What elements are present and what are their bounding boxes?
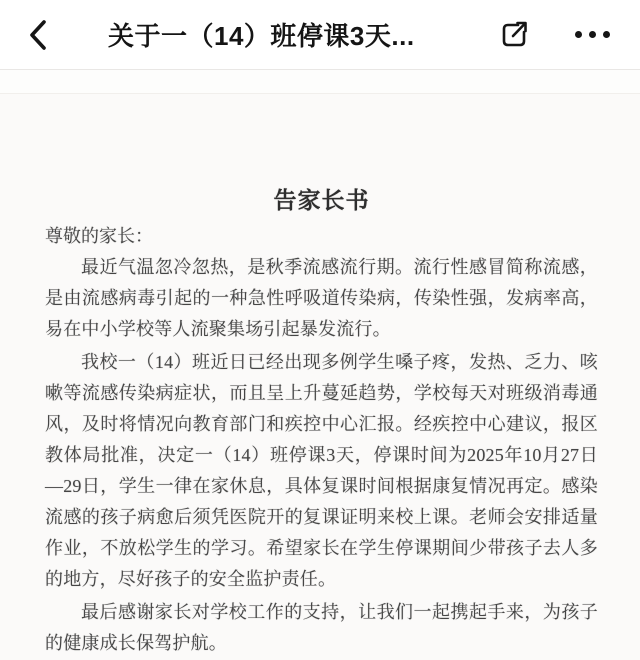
back-button[interactable] [28, 18, 62, 52]
more-options-button[interactable] [575, 25, 610, 44]
doc-paragraph: 最后感谢家长对学校工作的支持，让我们一起携起手来，为孩子的健康成长保驾护航。 [45, 602, 598, 653]
share-button[interactable] [499, 20, 529, 50]
document-page [0, 94, 640, 659]
page-title: 关于一（14）班停课3天... [108, 21, 415, 51]
doc-paragraph: 最近气温忽冷忽热，是秋季流感流行期。流行性感冒简称流感，是由流感病毒引起的一种急性呼吸道传染病，传染性强，发病率高，易在中小学校等人流聚集场引起暴发流行。 [45, 257, 598, 339]
nav-bar [0, 0, 640, 70]
ellipsis-icon [589, 31, 596, 38]
doc-paragraphs [45, 252, 598, 659]
share-external-icon [499, 20, 529, 50]
ellipsis-icon [575, 31, 582, 38]
nav-actions [499, 20, 610, 50]
document-title: 告家长书 [273, 188, 370, 213]
chevron-left-icon [28, 19, 48, 51]
doc-paragraph: 我校一（14）班近日已经出现多例学生嗓子疼，发热、乏力、咳嗽等流感传染病症状，而且呈上升蔓延趋势，学校每天对班级消毒通风，及时将情况向教育部门和疾控中心汇报。经疾控中心建议，报区教体局批准，决定一（14）班停课3天，停课时间为2025年10月27日—29日，学生一律在家休息，具体复课时间根据康复情况再定。感染流感的孩子病愈后须凭医院开的复课证明来校上课。老师会安排适量作业，不放松学生的学习。希望家长在学生停课期间少带孩子去人多的地方，尽好孩子的安全监护责任。 [45, 352, 598, 589]
ellipsis-icon [603, 31, 610, 38]
page-top-divider [0, 70, 640, 94]
salutation: 尊敬的家长： [45, 226, 153, 246]
